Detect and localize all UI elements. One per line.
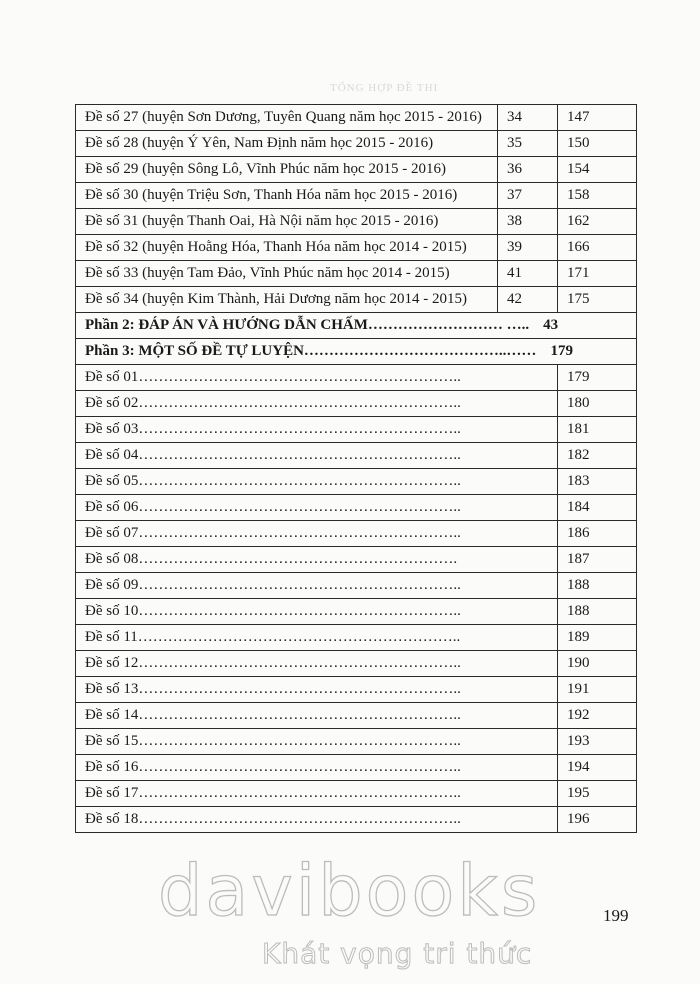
- question-page: 39: [498, 235, 558, 261]
- toc-practice-row: [76, 547, 637, 573]
- practice-page: 184: [558, 495, 637, 521]
- practice-title: Đề số 13………………………………………………………..: [76, 677, 558, 703]
- exam-title: Đề số 27 (huyện Sơn Dương, Tuyên Quang năm học 2015 - 2016): [76, 105, 498, 131]
- toc-exam-row: [76, 287, 637, 313]
- practice-page: 192: [558, 703, 637, 729]
- practice-title: Đề số 10………………………………………………………..: [76, 599, 558, 625]
- toc-practice-row: [76, 781, 637, 807]
- toc-exam-row: [76, 235, 637, 261]
- practice-page: 187: [558, 547, 637, 573]
- part-title: Phần 2: ĐÁP ÁN VÀ HƯỚNG DẪN CHẤM……………………… …..: [85, 317, 530, 333]
- toc-exam-row: [76, 261, 637, 287]
- practice-title: Đề số 07………………………………………………………..: [76, 521, 558, 547]
- practice-page: 179: [558, 365, 637, 391]
- question-page: 34: [498, 105, 558, 131]
- toc-practice-row: [76, 365, 637, 391]
- question-page: 36: [498, 157, 558, 183]
- practice-page: 188: [558, 599, 637, 625]
- question-page: 37: [498, 183, 558, 209]
- toc-practice-row: [76, 703, 637, 729]
- toc-body: [76, 105, 637, 833]
- toc-practice-row: [76, 391, 637, 417]
- part-page: 43: [543, 317, 559, 333]
- exam-title: Đề số 32 (huyện Hoằng Hóa, Thanh Hóa năm học 2014 - 2015): [76, 235, 498, 261]
- toc-practice-row: [76, 729, 637, 755]
- answer-page: 175: [558, 287, 637, 313]
- part-title: Phần 3: MỘT SỐ ĐỀ TỰ LUYỆN…………………………………..……: [85, 343, 537, 359]
- practice-title: Đề số 17………………………………………………………..: [76, 781, 558, 807]
- exam-title: Đề số 29 (huyện Sông Lô, Vĩnh Phúc năm học 2015 - 2016): [76, 157, 498, 183]
- practice-title: Đề số 16………………………………………………………..: [76, 755, 558, 781]
- practice-page: 183: [558, 469, 637, 495]
- answer-page: 147: [558, 105, 637, 131]
- exam-title: Đề số 30 (huyện Triệu Sơn, Thanh Hóa năm học 2015 - 2016): [76, 183, 498, 209]
- toc-part-row: [76, 339, 637, 365]
- practice-page: 188: [558, 573, 637, 599]
- toc-practice-row: [76, 521, 637, 547]
- answer-page: 171: [558, 261, 637, 287]
- toc-exam-row: [76, 183, 637, 209]
- part-page: 179: [550, 343, 573, 359]
- toc-practice-row: [76, 417, 637, 443]
- practice-title: Đề số 01………………………………………………………..: [76, 365, 558, 391]
- practice-title: Đề số 12………………………………………………………..: [76, 651, 558, 677]
- practice-title: Đề số 09………………………………………………………..: [76, 573, 558, 599]
- toc-part-row: [76, 313, 637, 339]
- practice-page: 181: [558, 417, 637, 443]
- answer-page: 154: [558, 157, 637, 183]
- practice-page: 194: [558, 755, 637, 781]
- practice-page: 195: [558, 781, 637, 807]
- question-page: 42: [498, 287, 558, 313]
- exam-title: Đề số 34 (huyện Kim Thành, Hải Dương năm học 2014 - 2015): [76, 287, 498, 313]
- toc-practice-row: [76, 651, 637, 677]
- toc-practice-row: [76, 495, 637, 521]
- exam-title: Đề số 28 (huyện Ý Yên, Nam Định năm học 2015 - 2016): [76, 131, 498, 157]
- exam-title: Đề số 33 (huyện Tam Đảo, Vĩnh Phúc năm học 2014 - 2015): [76, 261, 498, 287]
- toc-exam-row: [76, 105, 637, 131]
- answer-page: 162: [558, 209, 637, 235]
- table-of-contents: [75, 104, 637, 833]
- page-number: 199: [603, 906, 629, 925]
- practice-page: 193: [558, 729, 637, 755]
- practice-title: Đề số 18………………………………………………………..: [76, 807, 558, 833]
- toc-practice-row: [76, 573, 637, 599]
- toc-practice-row: [76, 443, 637, 469]
- practice-page: 190: [558, 651, 637, 677]
- part-heading: [76, 339, 637, 365]
- practice-page: 186: [558, 521, 637, 547]
- exam-title: Đề số 31 (huyện Thanh Oai, Hà Nội năm học 2015 - 2016): [76, 209, 498, 235]
- toc-exam-row: [76, 157, 637, 183]
- question-page: 35: [498, 131, 558, 157]
- question-page: 41: [498, 261, 558, 287]
- practice-title: Đề số 14………………………………………………………..: [76, 703, 558, 729]
- running-header-ghost: TỔNG HỢP ĐỀ THI: [330, 82, 439, 94]
- practice-title: Đề số 08……………………………………………………….: [76, 547, 558, 573]
- practice-title: Đề số 04………………………………………………………..: [76, 443, 558, 469]
- answer-page: 166: [558, 235, 637, 261]
- toc-practice-row: [76, 469, 637, 495]
- practice-page: 180: [558, 391, 637, 417]
- practice-page: 182: [558, 443, 637, 469]
- toc-practice-row: [76, 599, 637, 625]
- practice-page: 196: [558, 807, 637, 833]
- toc-practice-row: [76, 807, 637, 833]
- question-page: 38: [498, 209, 558, 235]
- toc-practice-row: [76, 677, 637, 703]
- davibooks-logo: davibooks: [158, 850, 541, 932]
- davibooks-slogan: Khát vọng tri thức: [262, 937, 533, 970]
- part-heading: [76, 313, 637, 339]
- toc-exam-row: [76, 131, 637, 157]
- practice-page: 189: [558, 625, 637, 651]
- practice-title: Đề số 15………………………………………………………..: [76, 729, 558, 755]
- toc-practice-row: [76, 755, 637, 781]
- practice-title: Đề số 03………………………………………………………..: [76, 417, 558, 443]
- practice-title: Đề số 06………………………………………………………..: [76, 495, 558, 521]
- practice-title: Đề số 05………………………………………………………..: [76, 469, 558, 495]
- practice-page: 191: [558, 677, 637, 703]
- toc-exam-row: [76, 209, 637, 235]
- practice-title: Đề số 02………………………………………………………..: [76, 391, 558, 417]
- answer-page: 158: [558, 183, 637, 209]
- answer-page: 150: [558, 131, 637, 157]
- practice-title: Đề số 11………………………………………………………..: [76, 625, 558, 651]
- toc-practice-row: [76, 625, 637, 651]
